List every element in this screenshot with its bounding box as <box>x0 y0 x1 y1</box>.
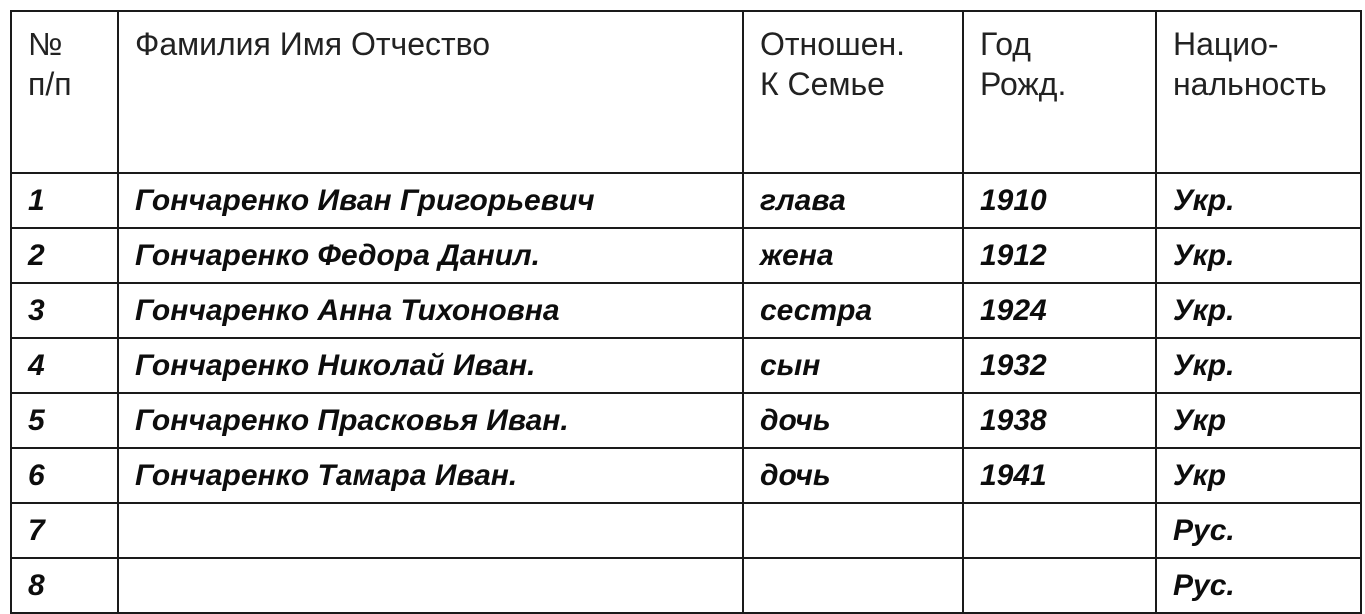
row-full-name: Гончаренко Николай Иван. <box>118 338 743 393</box>
row-number: 6 <box>11 448 118 503</box>
row-nationality: Укр. <box>1156 338 1361 393</box>
header-relation-line-1: Отношен. <box>760 26 906 62</box>
table-row <box>11 283 1361 338</box>
header-nationality-line-1: Нацио- <box>1173 26 1279 62</box>
row-full-name: Гончаренко Федора Данил. <box>118 228 743 283</box>
header-nationality-line-2: нальность <box>1173 66 1327 102</box>
header-row <box>11 11 1361 173</box>
row-relation: сын <box>743 338 963 393</box>
row-relation: сестра <box>743 283 963 338</box>
header-nationality <box>1156 11 1361 173</box>
table-row <box>11 558 1361 613</box>
row-relation: глава <box>743 173 963 228</box>
header-number <box>11 11 118 173</box>
row-nationality: Укр <box>1156 448 1361 503</box>
row-number: 2 <box>11 228 118 283</box>
table-row <box>11 503 1361 558</box>
table-row <box>11 393 1361 448</box>
row-birth-year: 1932 <box>963 338 1156 393</box>
table-row <box>11 338 1361 393</box>
row-number: 1 <box>11 173 118 228</box>
family-register-table <box>10 10 1362 614</box>
header-birth-year-line-2: Рожд. <box>980 66 1067 102</box>
row-full-name: Гончаренко Иван Григорьевич <box>118 173 743 228</box>
row-number: 7 <box>11 503 118 558</box>
row-nationality: Рус. <box>1156 503 1361 558</box>
row-relation <box>743 503 963 558</box>
row-birth-year: 1938 <box>963 393 1156 448</box>
row-number: 4 <box>11 338 118 393</box>
row-birth-year: 1924 <box>963 283 1156 338</box>
row-full-name <box>118 558 743 613</box>
row-full-name <box>118 503 743 558</box>
row-nationality: Укр. <box>1156 228 1361 283</box>
header-birth-year <box>963 11 1156 173</box>
row-relation: жена <box>743 228 963 283</box>
header-full-name-line-1: Фамилия Имя Отчество <box>135 26 491 62</box>
row-relation: дочь <box>743 448 963 503</box>
row-nationality: Укр. <box>1156 283 1361 338</box>
row-number: 5 <box>11 393 118 448</box>
row-full-name: Гончаренко Тамара Иван. <box>118 448 743 503</box>
row-full-name: Гончаренко Прасковья Иван. <box>118 393 743 448</box>
row-full-name: Гончаренко Анна Тихоновна <box>118 283 743 338</box>
row-nationality: Укр <box>1156 393 1361 448</box>
row-birth-year <box>963 558 1156 613</box>
header-full-name <box>118 11 743 173</box>
row-number: 3 <box>11 283 118 338</box>
row-number: 8 <box>11 558 118 613</box>
row-nationality: Рус. <box>1156 558 1361 613</box>
header-relation <box>743 11 963 173</box>
row-birth-year <box>963 503 1156 558</box>
row-birth-year: 1910 <box>963 173 1156 228</box>
row-relation: дочь <box>743 393 963 448</box>
table-row <box>11 448 1361 503</box>
header-number-line-1: № <box>28 26 63 62</box>
row-nationality: Укр. <box>1156 173 1361 228</box>
table-row <box>11 173 1361 228</box>
header-number-line-2: п/п <box>28 66 72 102</box>
header-birth-year-line-1: Год <box>980 26 1031 62</box>
row-relation <box>743 558 963 613</box>
table-row <box>11 228 1361 283</box>
row-birth-year: 1912 <box>963 228 1156 283</box>
row-birth-year: 1941 <box>963 448 1156 503</box>
header-relation-line-2: К Семье <box>760 66 885 102</box>
